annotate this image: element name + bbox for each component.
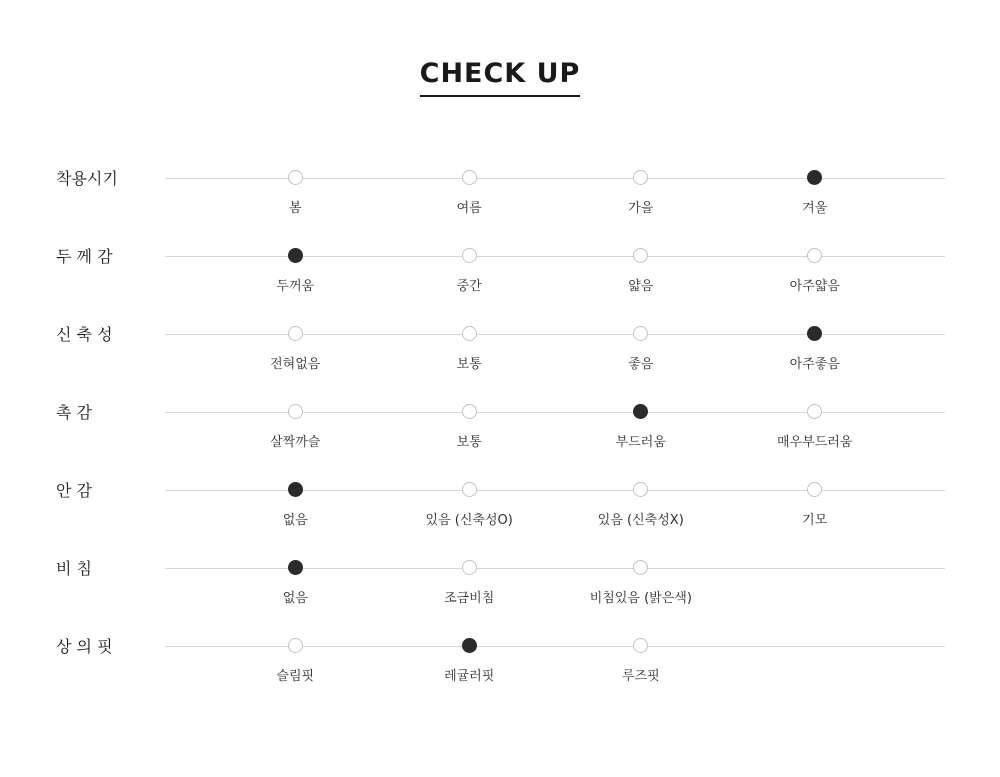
option-unselected[interactable] bbox=[389, 226, 549, 294]
radio-empty-icon[interactable] bbox=[288, 170, 303, 185]
option-unselected[interactable] bbox=[561, 148, 721, 216]
row-options bbox=[165, 382, 945, 460]
radio-empty-icon[interactable] bbox=[462, 170, 477, 185]
page-title: CHECK UP bbox=[420, 58, 581, 97]
option-unselected[interactable] bbox=[215, 304, 375, 372]
radio-filled-icon[interactable] bbox=[288, 560, 303, 575]
radio-filled-icon[interactable] bbox=[288, 482, 303, 497]
option-label: 아주얇음 bbox=[789, 279, 840, 294]
radio-filled-icon[interactable] bbox=[462, 638, 477, 653]
option-label: 여름 bbox=[456, 201, 482, 216]
option-unselected[interactable] bbox=[735, 460, 895, 528]
page-title-wrap bbox=[0, 58, 1000, 97]
radio-filled-icon[interactable] bbox=[807, 170, 822, 185]
row-label: 비 침 bbox=[56, 559, 92, 578]
option-selected[interactable] bbox=[735, 304, 895, 372]
option-label: 없음 bbox=[282, 591, 308, 606]
option-label: 비침있음 (밝은색) bbox=[589, 591, 692, 606]
option-label: 가을 bbox=[628, 201, 654, 216]
row-options bbox=[165, 460, 945, 538]
row-options bbox=[165, 226, 945, 304]
radio-filled-icon[interactable] bbox=[807, 326, 822, 341]
radio-filled-icon[interactable] bbox=[633, 404, 648, 419]
radio-empty-icon[interactable] bbox=[633, 170, 648, 185]
option-unselected[interactable] bbox=[561, 616, 721, 684]
row-options bbox=[165, 538, 945, 616]
option-unselected[interactable] bbox=[735, 226, 895, 294]
radio-filled-icon[interactable] bbox=[288, 248, 303, 263]
option-unselected[interactable] bbox=[735, 382, 895, 450]
option-label: 조금비침 bbox=[444, 591, 495, 606]
option-label: 보통 bbox=[456, 435, 482, 450]
radio-empty-icon[interactable] bbox=[807, 404, 822, 419]
option-unselected[interactable] bbox=[389, 460, 549, 528]
radio-empty-icon[interactable] bbox=[288, 326, 303, 341]
option-label: 얇음 bbox=[628, 279, 654, 294]
check-up-row bbox=[0, 304, 1000, 382]
row-label: 착용시기 bbox=[56, 169, 118, 188]
radio-empty-icon[interactable] bbox=[462, 404, 477, 419]
option-unselected[interactable] bbox=[389, 382, 549, 450]
radio-empty-icon[interactable] bbox=[633, 482, 648, 497]
check-up-row bbox=[0, 226, 1000, 304]
check-up-rows bbox=[0, 148, 1000, 694]
radio-empty-icon[interactable] bbox=[462, 560, 477, 575]
option-label: 겨울 bbox=[802, 201, 828, 216]
option-label: 있음 (신축성O) bbox=[425, 513, 513, 528]
option-label: 아주좋음 bbox=[789, 357, 840, 372]
option-selected[interactable] bbox=[215, 226, 375, 294]
radio-empty-icon[interactable] bbox=[462, 482, 477, 497]
option-label: 좋음 bbox=[628, 357, 654, 372]
check-up-row bbox=[0, 616, 1000, 694]
check-up-row bbox=[0, 148, 1000, 226]
option-label: 두꺼움 bbox=[276, 279, 315, 294]
row-options bbox=[165, 148, 945, 226]
option-label: 살짝까슬 bbox=[270, 435, 321, 450]
radio-empty-icon[interactable] bbox=[288, 638, 303, 653]
option-label: 루즈핏 bbox=[621, 669, 660, 684]
option-unselected[interactable] bbox=[389, 148, 549, 216]
option-unselected[interactable] bbox=[561, 538, 721, 606]
option-selected[interactable] bbox=[735, 148, 895, 216]
row-label: 신 축 성 bbox=[56, 325, 113, 344]
option-unselected[interactable] bbox=[215, 616, 375, 684]
option-unselected[interactable] bbox=[389, 304, 549, 372]
option-selected[interactable] bbox=[215, 538, 375, 606]
option-unselected[interactable] bbox=[561, 460, 721, 528]
option-unselected[interactable] bbox=[215, 382, 375, 450]
radio-empty-icon[interactable] bbox=[807, 482, 822, 497]
option-unselected[interactable] bbox=[215, 148, 375, 216]
radio-empty-icon[interactable] bbox=[633, 248, 648, 263]
option-selected[interactable] bbox=[215, 460, 375, 528]
option-label: 없음 bbox=[282, 513, 308, 528]
option-label: 보통 bbox=[456, 357, 482, 372]
row-label: 상 의 핏 bbox=[56, 637, 113, 656]
option-label: 레귤러핏 bbox=[444, 669, 495, 684]
option-label: 전혀없음 bbox=[270, 357, 321, 372]
row-label: 촉 감 bbox=[56, 403, 92, 422]
option-label: 있음 (신축성X) bbox=[597, 513, 684, 528]
option-label: 봄 bbox=[288, 201, 302, 216]
option-selected[interactable] bbox=[389, 616, 549, 684]
option-label: 슬림핏 bbox=[276, 669, 315, 684]
option-unselected[interactable] bbox=[561, 304, 721, 372]
check-up-row bbox=[0, 460, 1000, 538]
radio-empty-icon[interactable] bbox=[633, 638, 648, 653]
row-label: 두 께 감 bbox=[56, 247, 113, 266]
row-label: 안 감 bbox=[56, 481, 92, 500]
radio-empty-icon[interactable] bbox=[633, 560, 648, 575]
row-options bbox=[165, 304, 945, 382]
radio-empty-icon[interactable] bbox=[462, 248, 477, 263]
check-up-row bbox=[0, 382, 1000, 460]
radio-empty-icon[interactable] bbox=[462, 326, 477, 341]
option-label: 중간 bbox=[456, 279, 482, 294]
radio-empty-icon[interactable] bbox=[633, 326, 648, 341]
radio-empty-icon[interactable] bbox=[807, 248, 822, 263]
row-options bbox=[165, 616, 945, 694]
option-label: 매우부드러움 bbox=[777, 435, 853, 450]
radio-empty-icon[interactable] bbox=[288, 404, 303, 419]
option-selected[interactable] bbox=[561, 382, 721, 450]
check-up-row bbox=[0, 538, 1000, 616]
option-label: 부드러움 bbox=[615, 435, 666, 450]
option-unselected[interactable] bbox=[389, 538, 549, 606]
option-label: 기모 bbox=[802, 513, 828, 528]
option-unselected[interactable] bbox=[561, 226, 721, 294]
